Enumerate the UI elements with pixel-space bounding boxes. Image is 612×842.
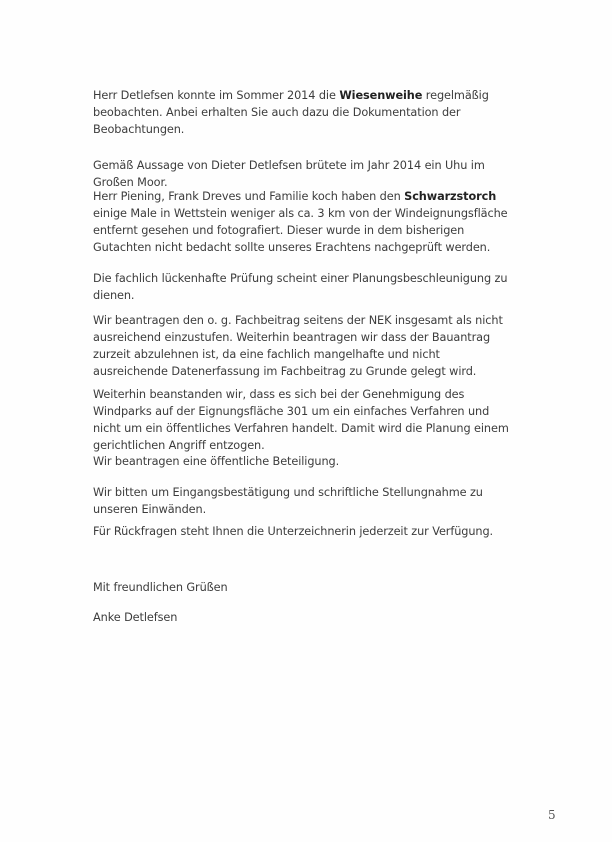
text-run: Großen Moor. <box>93 176 168 189</box>
text-line <box>93 420 553 437</box>
page-number: 5 <box>548 808 556 822</box>
text-run: Gutachten nicht bedacht sollte unseres Erachtens nachgeprüft werden. <box>93 241 491 254</box>
paragraph <box>93 523 553 540</box>
text-run: zurzeit abzulehnen ist, da eine fachlich mangelhafte und nicht <box>93 348 440 361</box>
text-line <box>93 205 553 222</box>
bold-species-name: Wiesenweihe <box>339 89 423 102</box>
text-line <box>93 346 553 363</box>
signature-name: Anke Detlefsen <box>93 611 178 624</box>
text-line <box>93 270 553 287</box>
text-line <box>93 87 553 104</box>
text-line <box>93 403 553 420</box>
paragraph <box>93 453 553 470</box>
text-run: Die fachlich lückenhafte Prüfung scheint einer Planungsbeschleunigung zu <box>93 272 508 285</box>
text-line <box>93 312 553 329</box>
paragraph <box>93 87 553 138</box>
text-run: Beobachtungen. <box>93 123 185 136</box>
text-line <box>93 363 553 380</box>
text-line <box>93 239 553 256</box>
text-line <box>93 453 553 470</box>
paragraph <box>93 157 553 191</box>
text-line <box>93 437 553 454</box>
text-run: Für Rückfragen steht Ihnen die Unterzeichnerin jederzeit zur Verfügung. <box>93 525 494 538</box>
paragraph <box>93 484 553 518</box>
text-line <box>93 329 553 346</box>
text-run: ausreichende Datenerfassung im Fachbeitrag zu Grunde gelegt wird. <box>93 365 477 378</box>
text-line <box>93 501 553 518</box>
text-line <box>93 188 553 205</box>
text-run: einige Male in Wettstein weniger als ca. 3 km von der Windeignungsfläche <box>93 207 508 220</box>
text-run: regelmäßig <box>422 89 489 102</box>
paragraph <box>93 312 553 380</box>
text-run: Herr Detlefsen konnte im Sommer 2014 die <box>93 89 340 102</box>
text-line <box>93 287 553 304</box>
text-run: ausreichend einzustufen. Weiterhin beantragen wir dass der Bauantrag <box>93 331 491 344</box>
closing-line: Mit freundlichen Grüßen <box>93 581 228 594</box>
text-line <box>93 104 553 121</box>
paragraph <box>93 270 553 304</box>
text-run: gerichtlichen Angriff entzogen. <box>93 439 265 452</box>
text-line <box>93 121 553 138</box>
text-line <box>93 157 553 174</box>
text-run: nicht um ein öffentliches Verfahren handelt. Damit wird die Planung einem <box>93 422 509 435</box>
text-run: dienen. <box>93 289 135 302</box>
text-run: beobachten. Anbei erhalten Sie auch dazu die Dokumentation der <box>93 106 461 119</box>
text-run: Windparks auf der Eignungsfläche 301 um ein einfaches Verfahren und <box>93 405 490 418</box>
text-run: unseren Einwänden. <box>93 503 207 516</box>
text-run: Weiterhin beanstanden wir, dass es sich bei der Genehmigung des <box>93 388 465 401</box>
paragraph <box>93 386 553 454</box>
paragraph <box>93 188 553 256</box>
text-line <box>93 386 553 403</box>
text-line <box>93 484 553 501</box>
text-run: Wir beantragen eine öffentliche Beteiligung. <box>93 455 340 468</box>
text-line <box>93 222 553 239</box>
text-run: Wir beantragen den o. g. Fachbeitrag seitens der NEK insgesamt als nicht <box>93 314 503 327</box>
text-run: Gemäß Aussage von Dieter Detlefsen brütete im Jahr 2014 ein Uhu im <box>93 159 485 172</box>
text-run: entfernt gesehen und fotografiert. Dieser wurde in dem bisherigen <box>93 224 465 237</box>
text-run: Wir bitten um Eingangsbestätigung und schriftliche Stellungnahme zu <box>93 486 483 499</box>
text-line <box>93 523 553 540</box>
text-run: Herr Piening, Frank Dreves und Familie koch haben den <box>93 190 405 203</box>
bold-species-name: Schwarzstorch <box>404 190 497 203</box>
